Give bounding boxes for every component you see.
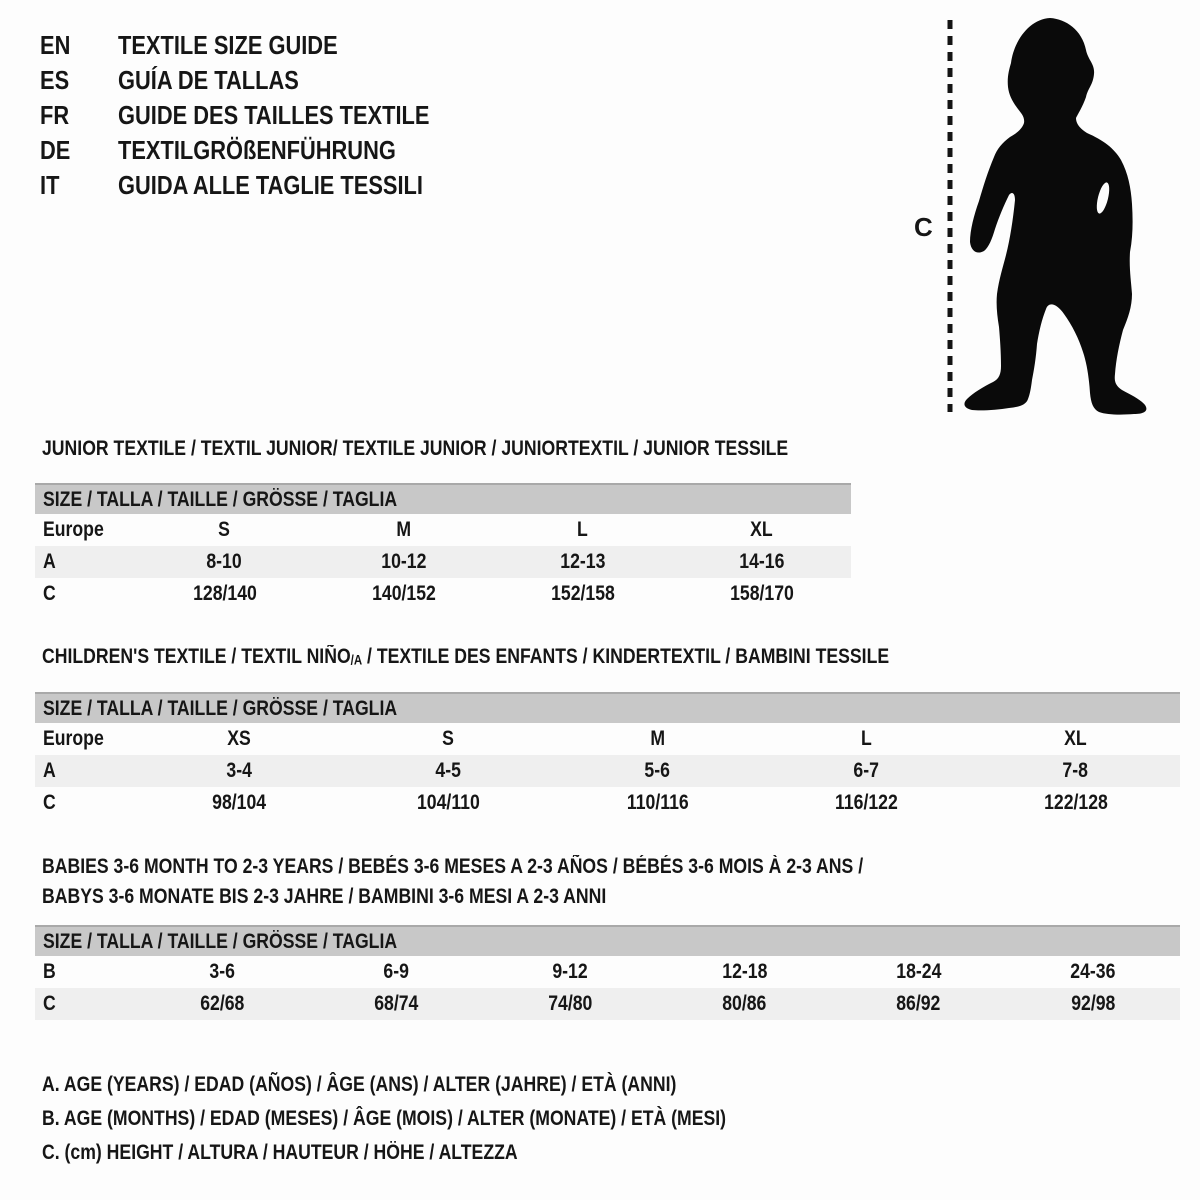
value-cell [309, 988, 483, 1020]
value-cell [314, 546, 493, 578]
cell-text: 3-6 [209, 960, 235, 983]
value-cell [672, 514, 851, 546]
value-cell [344, 787, 553, 819]
table-row-europe [35, 514, 851, 546]
junior-size-table [35, 483, 851, 610]
language-row [40, 28, 489, 63]
babies-size-table [35, 925, 1180, 1020]
language-row [40, 168, 489, 203]
row-label-cell [35, 578, 135, 610]
value-cell [657, 956, 831, 988]
cell-text: 140/152 [371, 582, 436, 605]
row-label-cell [35, 546, 135, 578]
cell-text: 3-4 [226, 759, 253, 782]
value-cell [971, 787, 1180, 819]
cell-text: 122/128 [1043, 791, 1108, 814]
children-section-title [42, 645, 1050, 673]
row-label: Europe [43, 518, 104, 541]
value-cell [344, 755, 553, 787]
table-row-b [35, 956, 1180, 988]
legend-line-c-wrap [42, 1136, 856, 1170]
row-label-cell [35, 956, 135, 988]
size-header-cell [35, 926, 1180, 956]
size-header-text: SIZE / TALLA / TAILLE / GRÖSSE / TAGLIA [43, 696, 398, 720]
table-row-c [35, 787, 1180, 819]
value-cell [135, 956, 309, 988]
value-cell [553, 723, 762, 755]
size-header-text: SIZE / TALLA / TAILLE / GRÖSSE / TAGLIA [43, 929, 398, 953]
children-title-prefix: CHILDREN'S TEXTILE / TEXTIL NIÑO [42, 645, 351, 668]
value-cell [135, 787, 344, 819]
table-row-c [35, 578, 851, 610]
measure-label-c: C [914, 212, 933, 242]
cell-text: XL [750, 518, 773, 541]
value-cell [135, 578, 314, 610]
babies-title-line1: BABIES 3-6 MONTH TO 2-3 YEARS / BEBÉS 3-6 MESES A 2-3 AÑOS / BÉBÉS 3-6 MOIS À 2-3 ANS / [42, 855, 864, 878]
value-cell [135, 755, 344, 787]
value-cell [762, 787, 971, 819]
value-cell [314, 578, 493, 610]
guide-title: GUÍA DE TALLAS [118, 65, 299, 95]
babies-title-line2-wrap [42, 882, 1020, 912]
legend-line-a-wrap [42, 1068, 856, 1102]
language-code-text: IT [40, 170, 60, 200]
row-label-cell [35, 723, 135, 755]
value-cell [762, 755, 971, 787]
language-code-text: ES [40, 65, 70, 95]
value-cell [493, 546, 672, 578]
cell-text: 24-36 [1070, 960, 1116, 983]
cell-text: 152/158 [550, 582, 615, 605]
value-cell [832, 956, 1006, 988]
row-label: B [43, 960, 56, 983]
value-cell [493, 578, 672, 610]
language-code [40, 30, 118, 61]
guide-title: TEXTILGRÖßENFÜHRUNG [118, 135, 396, 165]
cell-text: 6-9 [383, 960, 409, 983]
value-cell [672, 578, 851, 610]
value-cell [135, 514, 314, 546]
value-cell [314, 514, 493, 546]
language-title-block [40, 28, 489, 203]
cell-text: 110/116 [626, 791, 689, 814]
value-cell [1006, 988, 1180, 1020]
value-cell [672, 546, 851, 578]
row-label: A [43, 759, 56, 782]
junior-section-title-text: JUNIOR TEXTILE / TEXTIL JUNIOR/ TEXTILE JUNIOR / JUNIORTEXTIL / JUNIOR TESSILE [42, 437, 789, 460]
row-label: Europe [43, 727, 104, 750]
language-code [40, 65, 118, 96]
value-cell [493, 514, 672, 546]
cell-text: S [442, 727, 455, 750]
language-code [40, 100, 118, 131]
language-code-text: FR [40, 100, 70, 130]
row-label-cell [35, 988, 135, 1020]
legend-line-b-wrap [42, 1102, 856, 1136]
guide-title: TEXTILE SIZE GUIDE [118, 30, 338, 60]
value-cell [762, 723, 971, 755]
value-cell [309, 956, 483, 988]
cell-text: 128/140 [192, 582, 257, 605]
cell-text: 116/122 [835, 791, 898, 814]
value-cell [344, 723, 553, 755]
value-cell [971, 755, 1180, 787]
cell-text: 12-18 [721, 960, 768, 983]
row-label: C [43, 992, 56, 1015]
size-header-band [35, 484, 851, 514]
cell-text: 158/170 [729, 582, 794, 605]
cell-text: 62/68 [200, 992, 245, 1015]
cell-text: 68/74 [374, 992, 419, 1015]
toddler-silhouette-icon [964, 18, 1146, 415]
cell-text: S [218, 518, 231, 541]
row-label: A [43, 550, 56, 573]
cell-text: 4-5 [435, 759, 462, 782]
toddler-silhouette-svg [900, 8, 1150, 418]
children-size-table [35, 692, 1180, 819]
size-header-cell [35, 484, 851, 514]
value-cell [135, 546, 314, 578]
row-label: C [43, 791, 56, 814]
table-row-a [35, 755, 1180, 787]
cell-text: L [861, 727, 872, 750]
language-row [40, 133, 489, 168]
value-cell [135, 723, 344, 755]
row-label: C [43, 582, 56, 605]
value-cell [483, 988, 657, 1020]
toddler-figure [900, 8, 1150, 418]
cell-text: 7-8 [1062, 759, 1089, 782]
cell-text: XL [1064, 727, 1087, 750]
size-header-text: SIZE / TALLA / TAILLE / GRÖSSE / TAGLIA [43, 487, 398, 511]
cell-text: 6-7 [853, 759, 880, 782]
size-header-band [35, 693, 1180, 723]
row-label-cell [35, 514, 135, 546]
babies-title-line2: BABYS 3-6 MONATE BIS 2-3 JAHRE / BAMBINI 3-6 MESI A 2-3 ANNI [42, 885, 607, 908]
babies-section-title [42, 852, 1020, 912]
language-code-text: EN [40, 30, 71, 60]
junior-section-title [42, 437, 930, 461]
value-cell [553, 755, 762, 787]
language-code [40, 170, 118, 201]
cell-text: L [577, 518, 588, 541]
size-header-band [35, 926, 1180, 956]
value-cell [971, 723, 1180, 755]
value-cell [832, 988, 1006, 1020]
cell-text: 12-13 [559, 550, 606, 573]
size-header-cell [35, 693, 1180, 723]
language-row [40, 98, 489, 133]
language-code [40, 135, 118, 166]
guide-title: GUIDE DES TAILLES TEXTILE [118, 100, 430, 130]
legend-line-a: A. AGE (YEARS) / EDAD (AÑOS) / ÂGE (ANS) / ALTER (JAHRE) / ETÀ (ANNI) [42, 1073, 677, 1096]
row-label-cell [35, 787, 135, 819]
row-label-cell [35, 755, 135, 787]
cell-text: 74/80 [548, 992, 593, 1015]
cell-text: 18-24 [896, 960, 942, 983]
children-title-suffix: / TEXTILE DES ENFANTS / KINDERTEXTIL / BAMBINI TESSILE [362, 645, 890, 668]
language-code-text: DE [40, 135, 71, 165]
legend-line-b: B. AGE (MONTHS) / EDAD (MESES) / ÂGE (MOIS) / ALTER (MONATE) / ETÀ (MESI) [42, 1107, 727, 1130]
value-cell [657, 988, 831, 1020]
cell-text: M [396, 518, 411, 541]
value-cell [1006, 956, 1180, 988]
cell-text: 9-12 [552, 960, 589, 983]
children-title-sub: /A [350, 652, 363, 668]
cell-text: 8-10 [206, 550, 243, 573]
value-cell [553, 787, 762, 819]
cell-text: 98/104 [212, 791, 267, 814]
cell-text: 14-16 [738, 550, 785, 573]
babies-title-line1-wrap [42, 852, 1020, 882]
cell-text: 80/86 [722, 992, 767, 1015]
legend-block [42, 1068, 856, 1170]
legend-line-c: C. (cm) HEIGHT / ALTURA / HAUTEUR / HÖHE / ALTEZZA [42, 1141, 518, 1164]
table-row-c [35, 988, 1180, 1020]
guide-title: GUIDA ALLE TAGLIE TESSILI [118, 170, 423, 200]
table-row-europe [35, 723, 1180, 755]
language-row [40, 63, 489, 98]
cell-text: 86/92 [896, 992, 941, 1015]
children-section-title-text [42, 645, 889, 673]
value-cell [135, 988, 309, 1020]
value-cell [483, 956, 657, 988]
cell-text: 104/110 [417, 791, 480, 814]
cell-text: 92/98 [1070, 992, 1115, 1015]
table-row-a [35, 546, 851, 578]
cell-text: 10-12 [380, 550, 427, 573]
cell-text: M [650, 727, 665, 750]
cell-text: XS [227, 727, 252, 750]
cell-text: 5-6 [644, 759, 671, 782]
